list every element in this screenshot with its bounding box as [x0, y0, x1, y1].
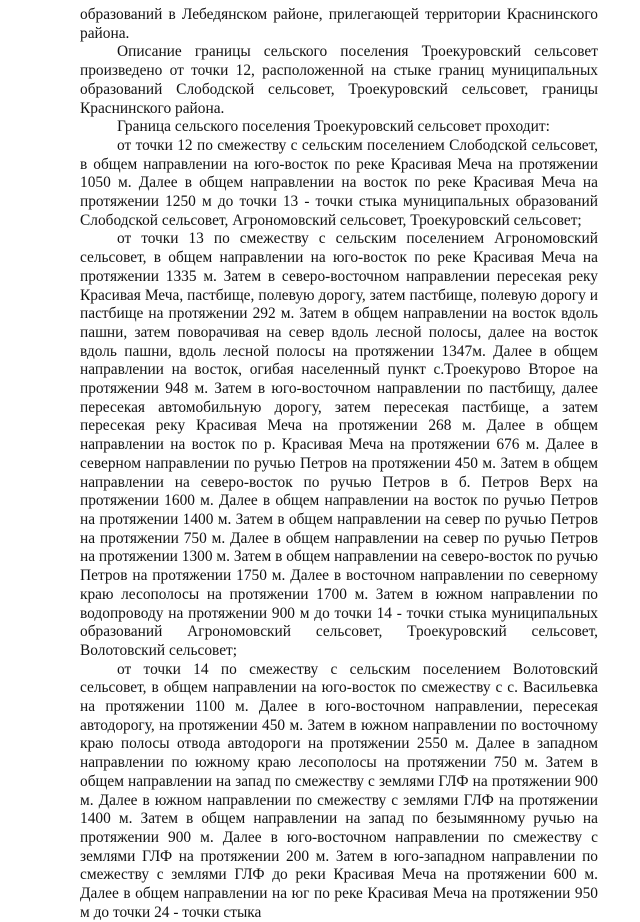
paragraph-boundary-description: Описание границы сельского поселения Троекуровский сельсовет произведено от точки 12, расположенной на стыке границ муниципальных образований Слободской сельсовет, Троекуровский сельсовет, границы Краснинского района. [80, 43, 598, 117]
paragraph-point-14: от точки 14 по смежеству с сельским поселением Волотовский сельсовет, в общем направлении на юго-восток по смежеству с с. Васильевка на протяжении 1100 м. Далее в юго-восточном направлении, пересекая автодорогу, на протяжении 450 м. Затем в южном направлении по восточному краю полосы отвода автодороги на протяжении 2550 м. Далее в западном направлении по южному краю лесополосы на протяжении 750 м. Затем в общем направлении на запад по смежеству с землями ГЛФ на протяжении 900 м. Далее в южном направлении по смежеству с землями ГЛФ на протяжении 1400 м. Затем в общем направлении на запад по безымянному ручью на протяжении 900 м. Далее в юго-восточном направлении по смежеству с землями ГЛФ на протяжении 200 м. Затем в юго-западном направлении по смежеству с землями ГЛФ до реки Красивая Меча на протяжении 600 м. Далее в общем направлении на юг по реке Красивая Меча на протяжении 950 м до точки 24 - точки стыка [80, 660, 598, 921]
paragraph-point-12: от точки 12 по смежеству с сельским поселением Слободской сельсовет, в общем направлении на юго-восток по реке Красивая Меча на протяжении 1050 м. Далее в общем направлении на восток по реке Красивая Меча на протяжении 1250 м до точки 13 - точки стыка муниципальных образований Слободской сельсовет, Агрономовский сельсовет, Троекуровский сельсовет; [80, 136, 598, 229]
paragraph-boundary-intro: Граница сельского поселения Троекуровский сельсовет проходит: [117, 118, 550, 136]
paragraph-point-13: от точки 13 по смежеству с сельским поселением Агрономовский сельсовет, в общем направлении на юго-восток по реке Красивая Меча на протяжении 1335 м. Затем в северо-восточном направлении пересекая реку Красивая Меча, пастбище, полевую дорогу, затем пастбище, полевую дорогу и пастбище на протяжении 292 м. Затем в общем направлении на восток вдоль пашни, затем поворачивая на север вдоль лесной полосы, далее на восток вдоль пашни, вдоль лесной полосы на протяжении 1347м. Далее в общем направлении на восток, огибая населенный пункт с.Троекурово Второе на протяжении 948 м. Затем в юго-восточном направлении по пастбищу, далее пересекая автомобильную дорогу, затем пересекая пастбище, а затем пересекая реку Красивая Меча на протяжении 268 м. Далее в общем направлении на восток по р. Красивая Меча на протяжении 676 м. Далее в северном направлении по ручью Петров на протяжении 450 м. Затем в общем направлении на северо-восток по ручью Петров в б. Петров Верх на протяжении 1600 м. Далее в общем направлении на восток по ручью Петров на протяжении 1400 м. Затем в общем направлении на север по ручью Петров на протяжении 750 м. Далее в общем направлении на север по ручью Петров на протяжении 1300 м. Затем в общем направлении на северо-восток по ручью Петров на протяжении 1750 м. Далее в восточном направлении по северному краю лесополосы на протяжении 1700 м. Затем в южном направлении по водопроводу на протяжении 900 м до точки 14 - точки стыка муниципальных образований Агрономовский сельсовет, Троекуровский сельсовет, Волотовский сельсовет; [80, 230, 598, 659]
paragraph-continuation: образований в Лебедянском районе, прилегающей территории Краснинского района. [80, 6, 598, 42]
document-page [80, 6, 598, 922]
